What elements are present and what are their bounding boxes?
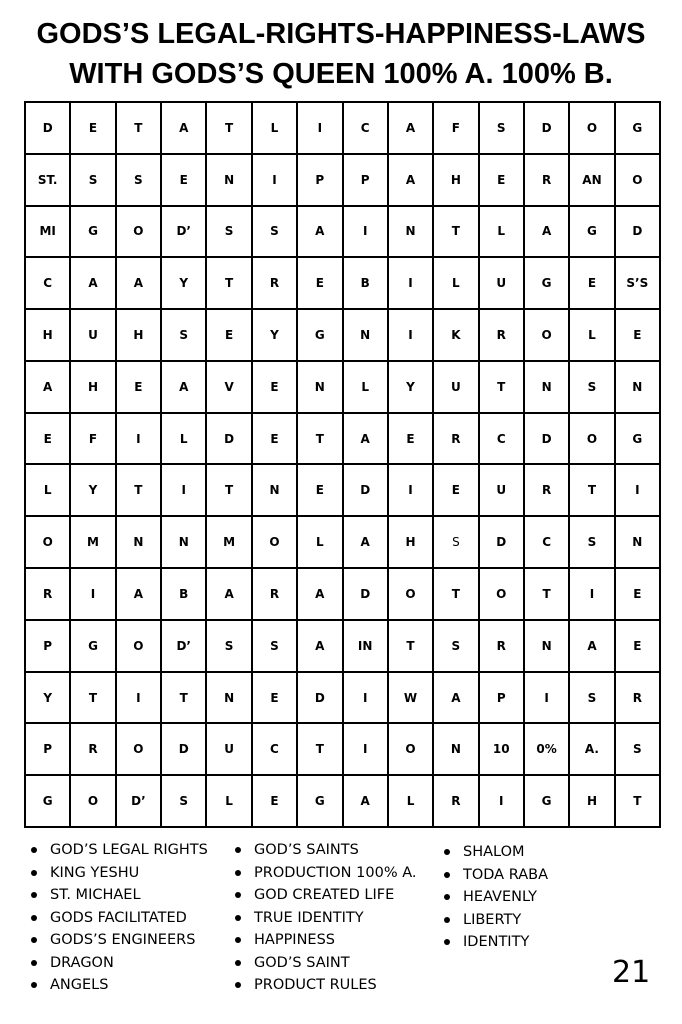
grid-cell[interactable]: U [207, 724, 252, 776]
grid-cell[interactable]: R [71, 724, 116, 776]
grid-cell[interactable]: A [162, 362, 207, 414]
grid-cell[interactable]: ST. [26, 155, 71, 207]
grid-cell[interactable]: S [207, 621, 252, 673]
grid-cell[interactable]: S [570, 673, 615, 725]
word-list-item: GOD’S SAINTS [228, 839, 416, 862]
grid-cell[interactable]: E [616, 569, 661, 621]
grid-cell[interactable]: L [480, 207, 525, 259]
grid-cell[interactable]: W [389, 673, 434, 725]
word-list-column-2 [228, 839, 416, 997]
grid-cell[interactable]: R [434, 414, 479, 466]
grid-cell[interactable]: E [162, 155, 207, 207]
grid-cell[interactable]: I [389, 258, 434, 310]
grid-cell[interactable]: I [344, 724, 389, 776]
grid-cell[interactable]: Y [162, 258, 207, 310]
grid-cell[interactable]: A [26, 362, 71, 414]
grid-cell[interactable]: A [207, 569, 252, 621]
grid-cell[interactable]: E [253, 673, 298, 725]
grid-cell[interactable]: A [434, 673, 479, 725]
grid-cell[interactable]: A. [570, 724, 615, 776]
grid-cell[interactable]: T [117, 103, 162, 155]
grid-cell[interactable]: A [298, 621, 343, 673]
grid-cell[interactable]: A [570, 621, 615, 673]
grid-cell[interactable]: O [117, 724, 162, 776]
grid-cell[interactable]: S [570, 362, 615, 414]
grid-cell[interactable]: H [434, 155, 479, 207]
grid-cell[interactable]: S [253, 621, 298, 673]
grid-cell[interactable]: K [434, 310, 479, 362]
grid-cell[interactable]: O [480, 569, 525, 621]
grid-cell[interactable]: A [344, 414, 389, 466]
grid-cell[interactable]: L [162, 414, 207, 466]
grid-cell[interactable]: D [207, 414, 252, 466]
puzzle-title [0, 14, 682, 94]
grid-cell[interactable]: H [389, 517, 434, 569]
grid-cell[interactable]: A [389, 103, 434, 155]
grid-cell[interactable]: R [253, 569, 298, 621]
grid-cell[interactable]: C [480, 414, 525, 466]
grid-cell[interactable]: G [71, 207, 116, 259]
grid-cell[interactable]: I [616, 465, 661, 517]
grid-cell[interactable]: R [26, 569, 71, 621]
grid-cell[interactable]: D [344, 465, 389, 517]
grid-cell[interactable]: S [480, 103, 525, 155]
grid-cell[interactable]: B [162, 569, 207, 621]
grid-cell[interactable]: T [389, 621, 434, 673]
grid-cell[interactable]: Y [389, 362, 434, 414]
grid-cell[interactable]: I [344, 673, 389, 725]
grid-cell[interactable]: T [480, 362, 525, 414]
word-list-item: HAPPINESS [228, 929, 416, 952]
grid-cell[interactable]: C [525, 517, 570, 569]
grid-cell[interactable]: G [298, 310, 343, 362]
grid-cell[interactable]: D [616, 207, 661, 259]
grid-cell[interactable]: E [616, 310, 661, 362]
word-list-item: GOD’S SAINT [228, 952, 416, 975]
grid-cell[interactable]: I [117, 414, 162, 466]
grid-cell[interactable]: N [616, 517, 661, 569]
grid-cell[interactable]: O [525, 310, 570, 362]
grid-cell[interactable]: O [26, 517, 71, 569]
grid-cell[interactable]: T [570, 465, 615, 517]
grid-cell[interactable]: T [162, 673, 207, 725]
grid-cell[interactable]: O [253, 517, 298, 569]
grid-cell[interactable]: S [117, 155, 162, 207]
grid-cell[interactable]: A [117, 569, 162, 621]
grid-cell[interactable]: S [434, 517, 479, 569]
grid-cell[interactable]: H [26, 310, 71, 362]
grid-cell[interactable]: E [253, 414, 298, 466]
grid-cell[interactable]: A [389, 155, 434, 207]
grid-cell[interactable]: N [298, 362, 343, 414]
grid-cell[interactable]: S [616, 724, 661, 776]
grid-cell[interactable]: I [525, 673, 570, 725]
grid-cell[interactable]: D [480, 517, 525, 569]
grid-cell[interactable]: R [525, 465, 570, 517]
grid-cell[interactable]: D’ [117, 776, 162, 828]
grid-cell[interactable]: A [344, 517, 389, 569]
grid-cell[interactable]: P [26, 621, 71, 673]
word-list-item: GOD CREATED LIFE [228, 884, 416, 907]
grid-cell[interactable]: A [162, 103, 207, 155]
grid-cell[interactable]: R [480, 621, 525, 673]
grid-cell[interactable]: G [525, 776, 570, 828]
word-list-item: ST. MICHAEL [24, 884, 208, 907]
grid-cell[interactable]: O [570, 103, 615, 155]
grid-cell[interactable]: Y [26, 673, 71, 725]
grid-cell[interactable]: P [344, 155, 389, 207]
grid-cell[interactable]: N [389, 207, 434, 259]
word-list-item: PRODUCTION 100% A. [228, 862, 416, 885]
grid-cell[interactable]: N [253, 465, 298, 517]
grid-cell[interactable]: I [480, 776, 525, 828]
word-search-grid [24, 101, 661, 828]
grid-cell[interactable]: C [344, 103, 389, 155]
grid-cell[interactable]: S [162, 776, 207, 828]
grid-cell[interactable]: E [71, 103, 116, 155]
grid-cell[interactable]: N [344, 310, 389, 362]
grid-cell[interactable]: Y [71, 465, 116, 517]
grid-cell[interactable]: D’ [162, 207, 207, 259]
grid-cell[interactable]: P [26, 724, 71, 776]
word-list-item: KING YESHU [24, 862, 208, 885]
grid-cell[interactable]: I [253, 155, 298, 207]
grid-cell[interactable]: N [525, 621, 570, 673]
grid-cell[interactable]: L [434, 258, 479, 310]
grid-cell[interactable]: A [117, 258, 162, 310]
grid-cell[interactable]: E [298, 258, 343, 310]
grid-cell[interactable]: V [207, 362, 252, 414]
grid-cell[interactable]: D [525, 103, 570, 155]
grid-cell[interactable]: H [117, 310, 162, 362]
grid-cell[interactable]: T [71, 673, 116, 725]
grid-cell[interactable]: O [389, 724, 434, 776]
grid-cell[interactable]: D [298, 673, 343, 725]
grid-cell[interactable]: T [207, 258, 252, 310]
grid-cell[interactable]: N [162, 517, 207, 569]
grid-cell[interactable]: I [389, 465, 434, 517]
grid-cell[interactable]: L [344, 362, 389, 414]
grid-cell[interactable]: E [26, 414, 71, 466]
grid-cell[interactable]: C [26, 258, 71, 310]
grid-cell[interactable]: S [71, 155, 116, 207]
grid-cell[interactable]: A [298, 207, 343, 259]
grid-cell[interactable]: H [71, 362, 116, 414]
grid-cell[interactable]: E [253, 362, 298, 414]
word-list-item: DRAGON [24, 952, 208, 975]
grid-cell[interactable]: I [71, 569, 116, 621]
grid-cell[interactable]: O [389, 569, 434, 621]
grid-cell[interactable]: T [298, 724, 343, 776]
word-list-item: GOD’S LEGAL RIGHTS [24, 839, 208, 862]
grid-cell[interactable]: E [616, 621, 661, 673]
grid-cell[interactable]: L [26, 465, 71, 517]
grid-cell[interactable]: T [434, 569, 479, 621]
grid-cell[interactable]: O [616, 155, 661, 207]
page-number: 21 [612, 955, 651, 990]
title-line-1: GODS’S LEGAL-RIGHTS-HAPPINESS-LAWS [36, 18, 646, 50]
grid-cell[interactable]: U [480, 258, 525, 310]
grid-cell[interactable]: O [71, 776, 116, 828]
grid-cell[interactable]: L [207, 776, 252, 828]
grid-cell[interactable]: AN [570, 155, 615, 207]
grid-cell[interactable]: C [253, 724, 298, 776]
grid-cell[interactable]: I [570, 569, 615, 621]
grid-cell[interactable]: MI [26, 207, 71, 259]
grid-cell[interactable]: U [434, 362, 479, 414]
grid-cell[interactable]: S [570, 517, 615, 569]
grid-cell[interactable]: I [298, 103, 343, 155]
grid-cell[interactable]: E [434, 465, 479, 517]
grid-cell[interactable]: T [434, 207, 479, 259]
word-list-item: TRUE IDENTITY [228, 907, 416, 930]
grid-cell[interactable]: S [253, 207, 298, 259]
grid-cell[interactable]: N [117, 517, 162, 569]
grid-cell[interactable]: 0% [525, 724, 570, 776]
grid-cell[interactable]: O [117, 621, 162, 673]
grid-cell[interactable]: T [207, 465, 252, 517]
grid-cell[interactable]: U [71, 310, 116, 362]
grid-cell[interactable]: F [71, 414, 116, 466]
grid-cell[interactable]: G [616, 414, 661, 466]
word-list-item: LIBERTY [437, 909, 548, 932]
word-list-item: TODA RABA [437, 864, 548, 887]
grid-cell[interactable]: I [117, 673, 162, 725]
grid-cell[interactable]: U [480, 465, 525, 517]
grid-cell[interactable]: T [525, 569, 570, 621]
grid-cell[interactable]: T [207, 103, 252, 155]
grid-cell[interactable]: A [71, 258, 116, 310]
grid-cell[interactable]: E [117, 362, 162, 414]
word-list-item: PRODUCT RULES [228, 974, 416, 997]
grid-cell[interactable]: D [525, 414, 570, 466]
grid-cell[interactable]: N [434, 724, 479, 776]
grid-cell[interactable]: R [616, 673, 661, 725]
grid-cell[interactable]: O [570, 414, 615, 466]
grid-cell[interactable]: P [480, 673, 525, 725]
grid-cell[interactable]: G [71, 621, 116, 673]
grid-cell[interactable]: IN [344, 621, 389, 673]
grid-cell[interactable]: I [389, 310, 434, 362]
grid-cell[interactable]: R [253, 258, 298, 310]
grid-cell[interactable]: M [207, 517, 252, 569]
grid-cell[interactable]: T [117, 465, 162, 517]
grid-cell[interactable]: I [162, 465, 207, 517]
grid-cell[interactable]: E [389, 414, 434, 466]
grid-cell[interactable]: D [162, 724, 207, 776]
grid-cell[interactable]: R [480, 310, 525, 362]
grid-cell[interactable]: E [207, 310, 252, 362]
grid-cell[interactable]: D [26, 103, 71, 155]
grid-cell[interactable]: F [434, 103, 479, 155]
grid-cell[interactable]: N [207, 155, 252, 207]
grid-cell[interactable]: N [207, 673, 252, 725]
grid-cell[interactable]: L [298, 517, 343, 569]
grid-cell[interactable]: D [344, 569, 389, 621]
word-list-item: GODS’S ENGINEERS [24, 929, 208, 952]
grid-cell[interactable]: L [570, 310, 615, 362]
grid-cell[interactable]: T [616, 776, 661, 828]
grid-cell[interactable]: Y [253, 310, 298, 362]
grid-cell[interactable]: S [207, 207, 252, 259]
title-line-2: WITH GODS’S QUEEN 100% A. 100% B. [69, 58, 613, 90]
word-list-item: GODS FACILITATED [24, 907, 208, 930]
grid-cell[interactable]: E [298, 465, 343, 517]
grid-cell[interactable]: G [26, 776, 71, 828]
grid-cell[interactable]: S’S [616, 258, 661, 310]
grid-cell[interactable]: L [389, 776, 434, 828]
grid-cell[interactable]: A [525, 207, 570, 259]
grid-cell[interactable]: S [162, 310, 207, 362]
grid-cell[interactable]: R [434, 776, 479, 828]
grid-cell[interactable]: S [434, 621, 479, 673]
grid-cell[interactable]: T [298, 414, 343, 466]
word-list-item: ANGELS [24, 974, 208, 997]
grid-cell[interactable]: I [344, 207, 389, 259]
grid-cell[interactable]: D’ [162, 621, 207, 673]
grid-cell[interactable]: G [525, 258, 570, 310]
word-list-item: SHALOM [437, 841, 548, 864]
grid-cell[interactable]: N [525, 362, 570, 414]
word-list-column-1 [24, 839, 208, 997]
grid-cell[interactable]: E [570, 258, 615, 310]
grid-cell[interactable]: G [570, 207, 615, 259]
grid-cell[interactable]: R [525, 155, 570, 207]
grid-cell[interactable]: G [298, 776, 343, 828]
grid-cell[interactable]: E [480, 155, 525, 207]
grid-cell[interactable]: B [344, 258, 389, 310]
grid-cell[interactable]: A [298, 569, 343, 621]
word-list-item: IDENTITY [437, 931, 548, 954]
grid-cell[interactable]: O [117, 207, 162, 259]
word-list-item: HEAVENLY [437, 886, 548, 909]
grid-cell[interactable]: H [570, 776, 615, 828]
grid-cell[interactable]: N [616, 362, 661, 414]
grid-cell[interactable]: L [253, 103, 298, 155]
grid-cell[interactable]: M [71, 517, 116, 569]
grid-cell[interactable]: A [344, 776, 389, 828]
grid-cell[interactable]: G [616, 103, 661, 155]
grid-cell[interactable]: P [298, 155, 343, 207]
grid-cell[interactable]: E [253, 776, 298, 828]
grid-cell[interactable]: 10 [480, 724, 525, 776]
word-list-column-3 [437, 841, 548, 954]
